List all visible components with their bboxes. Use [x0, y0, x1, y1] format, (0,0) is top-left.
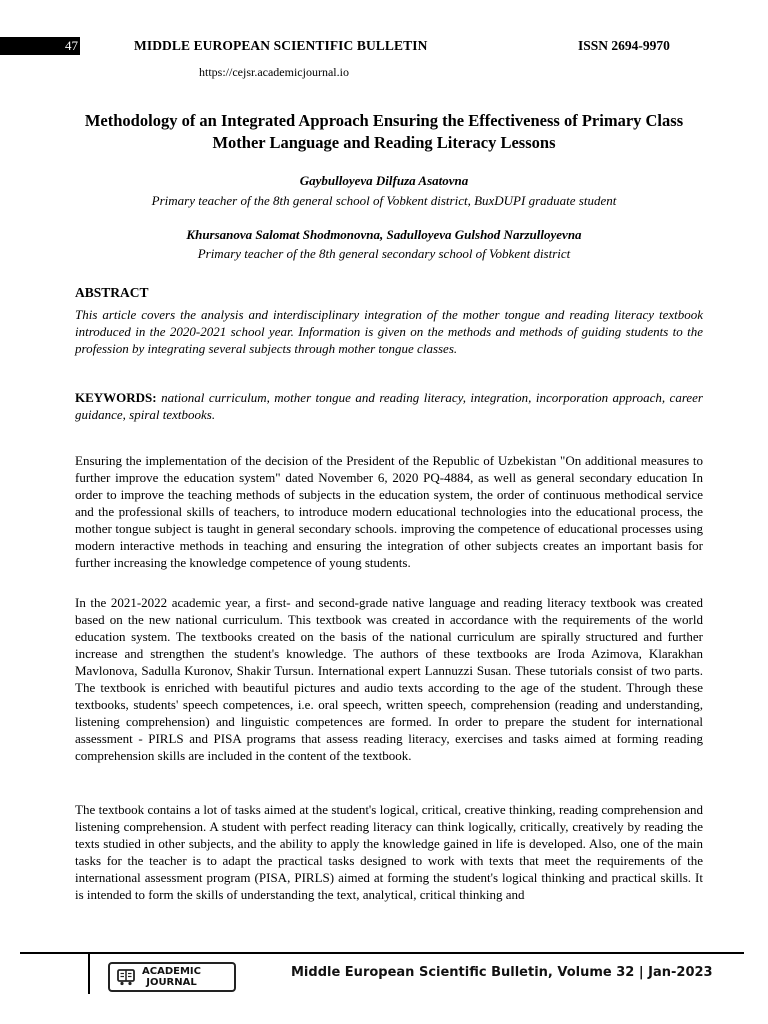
academic-journal-logo — [108, 962, 236, 992]
journal-name: MIDDLE EUROPEAN SCIENTIFIC BULLETIN — [134, 38, 428, 53]
keywords-text: national curriculum, mother tongue and reading literacy, integration, incorporation approach, career guidance, spiral textbooks. — [75, 390, 703, 422]
logo-line-2: JOURNAL — [146, 977, 197, 988]
footer-divider — [20, 952, 744, 954]
article-title: Methodology of an Integrated Approach Ensuring the Effectiveness of Primary Class Mother Language and Reading Literacy Lessons — [84, 111, 684, 152]
body-paragraph-1: Ensuring the implementation of the decision of the President of the Republic of Uzbekistan "On additional measures to further improve the education system" dated November 6, 2020 PQ-4884, as well as general secondary education In order to improve the teaching methods of subjects in the education system, the order of continuous methodical service and the professional skills of teachers, to introduce modern educational technologies into the educational process, the mother tongue subject is taught in general secondary schools. improving the competence of educational processes using modern interactive methods in teaching and ensuring the integration of other subjects creates an important basis for further increasing the knowledge competence of young students. — [75, 453, 703, 570]
logo-text — [142, 966, 201, 988]
abstract-heading: ABSTRACT — [75, 285, 149, 300]
body-paragraph-3: The textbook contains a lot of tasks aimed at the student's logical, critical, creative thinking, reading comprehension and listening comprehension. A student with perfect reading literacy can think logically, critically, creatively by reading the texts studied in other subjects, and the ability to apply the knowledge gained in life is developed. Also, one of the main tasks for the teacher is to adapt the practical tasks designed to work with texts that meet the requirements of the international assessment program (PISA, PIRLS) aimed at forming the student's logical thinking and practical skills. It is intended to form the skills of understanding the text, analytical, critical thinking and — [75, 802, 703, 902]
journal-url-link[interactable]: https://cejsr.academicjournal.io — [199, 65, 349, 79]
author-name-2: Khursanova Salomat Shodmonovna, Sadulloyeva Gulshod Narzulloyevna — [186, 227, 582, 242]
author-name-1: Gaybulloyeva Dilfuza Asatovna — [299, 173, 469, 188]
body-paragraph-2: In the 2021-2022 academic year, a first- and second-grade native language and reading literacy textbook was created based on the new national curriculum. This textbook was created in accordance with the requirements of the world education system. The textbooks created on the basis of the national curriculum are spirally structured and further increase and strengthen the student's knowledge. The authors of these textbooks are Iroda Azimova, Klarakhan Mavlonova, Sadulla Kuronov, Shakir Tursun. International expert Lannuzzi Susan. These tutorials consist of two parts. The textbook is enriched with beautiful pictures and audio texts according to the age of the student. Through these textbooks, students' speech competences, i.e. oral speech, written speech, comprehension (reading and understanding, listening comprehension) and linguistic competences are formed. In order to prepare the student for international assessment - PIRLS and PISA programs that assess reading literacy, exercises and tasks aimed at forming reading comprehension skills are included in the content of the textbook. — [75, 595, 703, 763]
author-affiliation-1: Primary teacher of the 8th general school of Vobkent district, BuxDUPI graduate student — [151, 193, 617, 208]
keywords — [75, 389, 703, 423]
footer-citation: Middle European Scientific Bulletin, Volume 32 | Jan-2023 — [291, 965, 713, 980]
issn: ISSN 2694-9970 — [578, 38, 670, 53]
book-icon — [116, 968, 136, 986]
logo-line-1: ACADEMIC — [142, 966, 201, 977]
author-affiliation-2: Primary teacher of the 8th general secondary school of Vobkent district — [197, 246, 571, 261]
keywords-label: KEYWORDS: — [75, 390, 157, 405]
footer-vertical-divider — [88, 952, 90, 994]
abstract-text: This article covers the analysis and interdisciplinary integration of the mother tongue and reading literacy textbook introduced in the 2020-2021 school year. Information is given on the methods and methods of guiding students to the profession by integrating several subjects through mother tongue classes. — [75, 307, 703, 356]
page-number: 47 — [0, 37, 80, 55]
